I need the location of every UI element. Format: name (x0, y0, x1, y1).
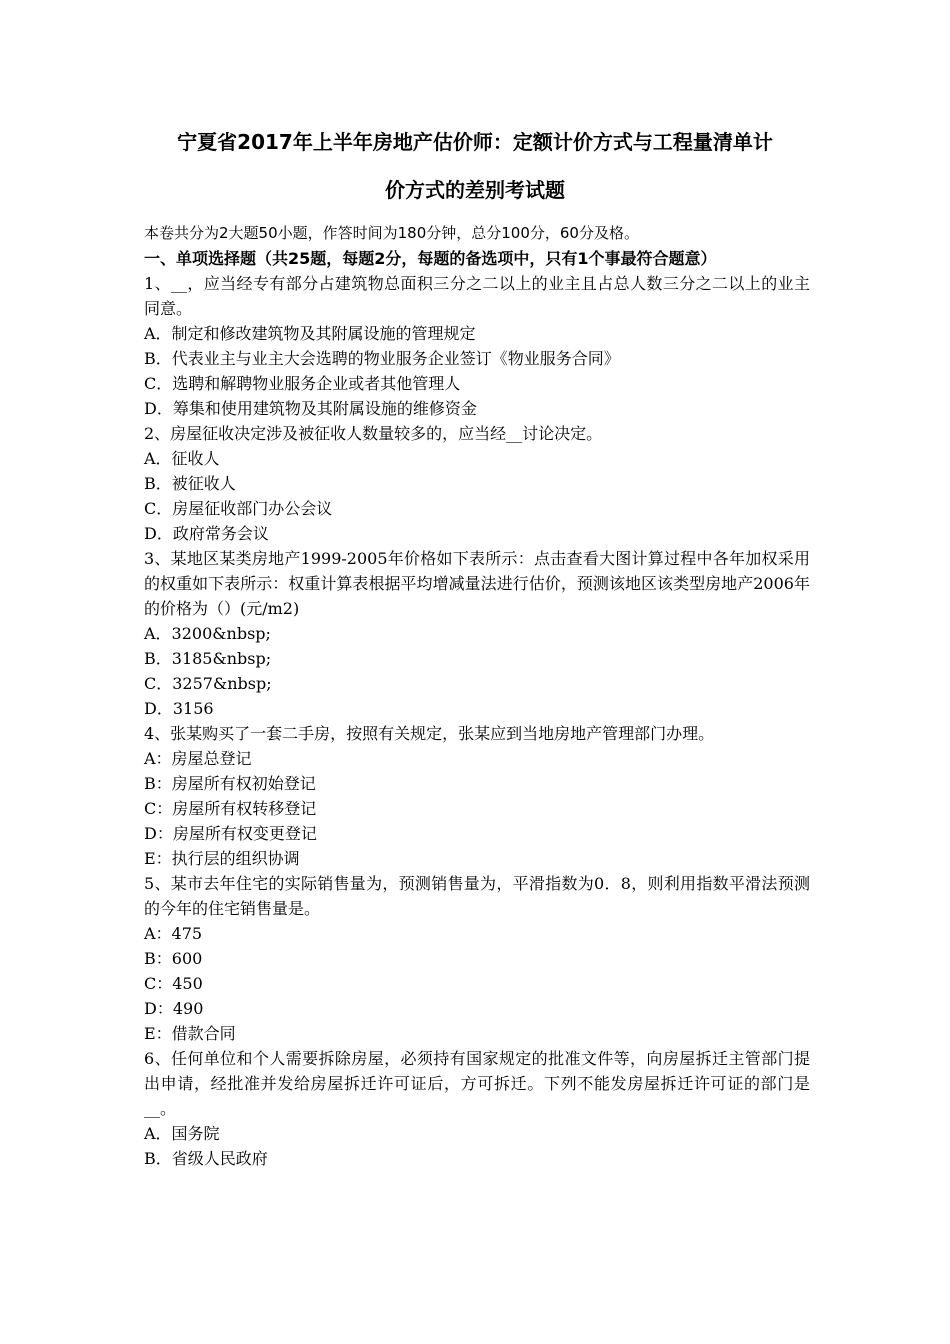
option: B：600 (144, 949, 203, 968)
option: D．政府常务会议 (144, 524, 269, 543)
document-title-line-2: 价方式的差别考试题 (385, 178, 565, 202)
option: A．制定和修改建筑物及其附属设施的管理规定 (144, 324, 476, 343)
question-6 (144, 1046, 810, 1171)
option: A：475 (144, 924, 203, 943)
question-stem: 3、某地区某类房地产1999-2005年价格如下表所示：点击查看大图计算过程中各年加权采用的权重如下表所示：权重计算表根据平均增减量法进行估价，预测该地区该类型房地产2006年的价格为（）(元/m2) (144, 549, 810, 618)
option: B：房屋所有权初始登记 (144, 774, 316, 793)
document-body (144, 221, 810, 1171)
document-title-line-1: 宁夏省2017年上半年房地产估价师：定额计价方式与工程量清单计 (177, 130, 773, 154)
question-stem: 5、某市去年住宅的实际销售量为，预测销售量为，平滑指数为0．8，则利用指数平滑法预测的今年的住宅销售量是。 (144, 874, 810, 918)
question-5 (144, 871, 810, 1046)
option: D．筹集和使用建筑物及其附属设施的维修资金 (144, 399, 477, 418)
section-heading: 一、单项选择题（共25题，每题2分，每题的备选项中，只有1个事最符合题意） (144, 249, 717, 268)
option: D：490 (144, 999, 204, 1018)
option: C：房屋所有权转移登记 (144, 799, 317, 818)
question-2 (144, 421, 810, 546)
option: B．3185&nbsp; (144, 649, 272, 668)
question-1 (144, 271, 810, 421)
option: A．3200&nbsp; (144, 624, 271, 643)
option: C．3257&nbsp; (144, 674, 272, 693)
option: A．征收人 (144, 449, 220, 468)
option: C．选聘和解聘物业服务企业或者其他管理人 (144, 374, 461, 393)
option: B．省级人民政府 (144, 1149, 268, 1168)
option: C：450 (144, 974, 203, 993)
question-stem: 2、房屋征收决定涉及被征收人数量较多的，应当经__讨论决定。 (144, 424, 603, 443)
option: A．国务院 (144, 1124, 220, 1143)
option: D：房屋所有权变更登记 (144, 824, 317, 843)
option: D．3156 (144, 699, 214, 718)
exam-intro: 本卷共分为2大题50小题，作答时间为180分钟，总分100分，60分及格。 (144, 224, 639, 242)
question-4 (144, 721, 810, 871)
question-stem: 6、任何单位和个人需要拆除房屋，必须持有国家规定的批准文件等，向房屋拆迁主管部门提出申请，经批准并发给房屋拆迁许可证后，方可拆迁。下列不能发房屋拆迁许可证的部门是__。 (144, 1049, 810, 1118)
option: B．被征收人 (144, 474, 236, 493)
option: C．房屋征收部门办公会议 (144, 499, 333, 518)
option: B．代表业主与业主大会选聘的物业服务企业签订《物业服务合同》 (144, 349, 620, 368)
option: E：借款合同 (144, 1024, 236, 1043)
question-3 (144, 546, 810, 721)
option: E：执行层的组织协调 (144, 849, 300, 868)
question-stem: 4、张某购买了一套二手房，按照有关规定，张某应到当地房地产管理部门办理。 (144, 724, 715, 743)
option: A：房屋总登记 (144, 749, 252, 768)
question-stem: 1、__，应当经专有部分占建筑物总面积三分之二以上的业主且占总人数三分之二以上的业主同意。 (144, 274, 810, 318)
